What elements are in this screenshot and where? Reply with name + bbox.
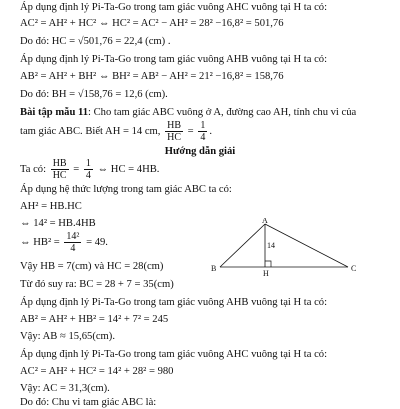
solution-line-4: ⇔ 14² = HB.4HB <box>20 218 96 229</box>
solution-line-7: Từ đó suy ra: BC = 28 + 7 = 35(cm) <box>20 279 174 290</box>
side-ab <box>220 224 265 267</box>
fraction-one-quarter: $\frac{1}{4}$ <box>200 120 206 143</box>
fraction-hb-hc: $\frac{HB}{HC}$ <box>167 120 182 143</box>
solution-line-12: AC² = AH² + HC² = 14² + 28² = 980 <box>20 366 174 377</box>
equation-line-6: Do đó: BH = √158,76 = 12,6 (cm). <box>20 89 168 100</box>
fraction-one-quarter-2: $\frac{1}{4}$ <box>85 158 91 181</box>
equation-line-3: Do đó: HC = √501,76 = 22,4 (cm) . <box>20 36 171 47</box>
exercise-text-2: tam giác ABC. Biết AH = 14 cm, <box>20 125 161 137</box>
exercise-statement-line-1 <box>20 106 356 119</box>
solution-line-9: AB² = AH² + HB² = 14² + 7² = 245 <box>20 314 169 325</box>
equation-line-2: AC² = AH² + HC² ⇔ HC² = AC² − AH² = 28² −16,8² = 501,76 <box>20 18 284 29</box>
text-line-1: Áp dụng định lý Pi-Ta-Go trong tam giác vuông AHC vuông tại H ta có: <box>20 2 328 13</box>
solution-line-5: ⇔ HB² = $\frac{\text{14²}}{4}$ = 49. <box>20 231 108 254</box>
equation-line-5: AB² = AH² + BH² ⇔ BH² = AB² − AH² = 21² −16,8² = 158,76 <box>20 71 284 82</box>
solution-line-1: Ta có: $\frac{HB}{HC}$ = $\frac{1}{4}$ ⇔ HC = 4HB. <box>20 158 160 181</box>
solution-line-8: Áp dụng định lý Pi-Ta-Go trong tam giác vuông AHB vuông tại H ta có: <box>20 297 328 308</box>
solution-heading: Hướng dẫn giải <box>164 146 236 157</box>
side-ac <box>265 224 348 267</box>
right-angle-mark <box>265 261 271 267</box>
solution-line-14: Do đó: Chu vi tam giác ABC là: <box>20 397 157 408</box>
fraction-hb-hc-2: $\frac{HB}{HC}$ <box>52 158 67 181</box>
solution-line-13: Vậy: AC = 31,3(cm). <box>20 383 110 394</box>
vertex-label-a: A <box>262 218 268 225</box>
triangle-figure <box>200 218 370 278</box>
exercise-statement-line-2: tam giác ABC. Biết AH = 14 cm, $\frac{HB}{HC}$ = $\frac{1}{4}$ . <box>20 120 212 143</box>
exercise-title: Bài tập mẫu 11 <box>20 107 88 118</box>
fraction-14sq-over-4: $\frac{\text{14²}}{4}$ <box>66 231 80 254</box>
vertex-label-c: C <box>351 264 357 273</box>
vertex-label-b: B <box>211 264 217 273</box>
foot-label-h: H <box>263 269 269 278</box>
height-label: 14 <box>267 241 275 250</box>
solution-line-11: Áp dụng định lý Pi-Ta-Go trong tam giác vuông AHC vuông tại H ta có: <box>20 349 328 360</box>
exercise-text: : Cho tam giác ABC vuông ở A, đường cao AH, tính chu vi của <box>88 107 357 118</box>
solution-line-6: Vậy HB = 7(cm) và HC = 28(cm) <box>20 261 164 272</box>
text-line-4: Áp dụng định lý Pi-Ta-Go trong tam giác vuông AHB vuông tại H ta có: <box>20 54 328 65</box>
equals-sign: = <box>187 125 194 137</box>
solution-line-10: Vậy: AB ≈ 15,65(cm). <box>20 331 115 342</box>
solution-line-2: Áp dụng hệ thức lượng trong tam giác ABC ta có: <box>20 184 232 195</box>
solution-line-3: AH² = HB.HC <box>20 201 82 212</box>
